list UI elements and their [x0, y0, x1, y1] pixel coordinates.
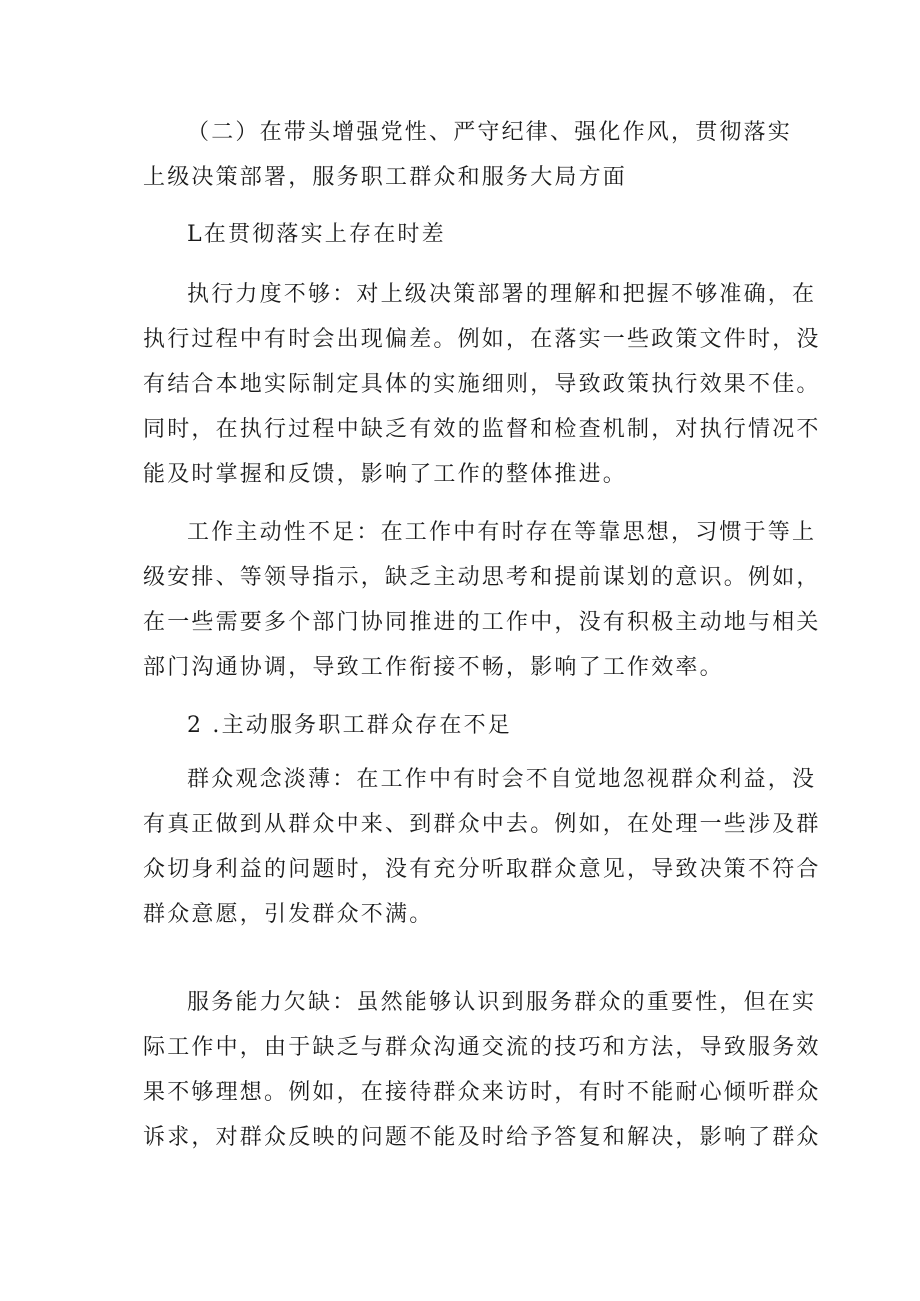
- section-heading-line-1: （二）在带头增强党性、严守纪律、强化作风，贯彻落实: [187, 120, 793, 145]
- paragraph-line: 众切身利益的问题时，没有充分听取群众意见，导致决策不符合: [143, 857, 821, 882]
- paragraph-line: 同时，在执行过程中缺乏有效的监督和检查机制，对执行情况不: [143, 417, 821, 442]
- subheading-2: 2 .主动服务职工群众存在不足: [187, 713, 512, 738]
- paragraph-line: 执行力度不够：对上级决策部署的理解和把握不够准确，在: [187, 282, 817, 307]
- paragraph-line: 果不够理想。例如，在接待群众来访时，有时不能耐心倾听群众: [143, 1080, 821, 1105]
- paragraph-line: 执行过程中有时会出现偏差。例如，在落实一些政策文件时，没: [143, 327, 821, 352]
- paragraph-line: 服务能力欠缺：虽然能够认识到服务群众的重要性，但在实: [187, 990, 817, 1015]
- section-heading-line-2: 上级决策部署，服务职工群众和服务大局方面: [143, 165, 628, 190]
- paragraph-line: 部门沟通协调，导致工作衔接不畅，影响了工作效率。: [143, 655, 724, 680]
- paragraph-line: 有结合本地实际制定具体的实施细则，导致政策执行效果不佳。: [143, 372, 821, 397]
- subheading-1: L在贯彻落实上存在时差: [187, 222, 446, 247]
- paragraph-line: 诉求，对群众反映的问题不能及时给予答复和解决，影响了群众: [143, 1125, 821, 1150]
- paragraph-line: 级安排、等领导指示，缺乏主动思考和提前谋划的意识。例如，: [143, 565, 821, 590]
- paragraph-line: 际工作中，由于缺乏与群众沟通交流的技巧和方法，导致服务效: [143, 1035, 821, 1060]
- paragraph-line: 有真正做到从群众中来、到群众中去。例如，在处理一些涉及群: [143, 812, 821, 837]
- paragraph-line: 在一些需要多个部门协同推进的工作中，没有积极主动地与相关: [143, 610, 821, 635]
- paragraph-line: 工作主动性不足：在工作中有时存在等靠思想，习惯于等上: [187, 520, 817, 545]
- paragraph-line: 能及时掌握和反馈，影响了工作的整体推进。: [143, 462, 628, 487]
- paragraph-line: 群众意愿，引发群众不满。: [143, 902, 434, 927]
- paragraph-line: 群众观念淡薄：在工作中有时会不自觉地忽视群众利益，没: [187, 767, 817, 792]
